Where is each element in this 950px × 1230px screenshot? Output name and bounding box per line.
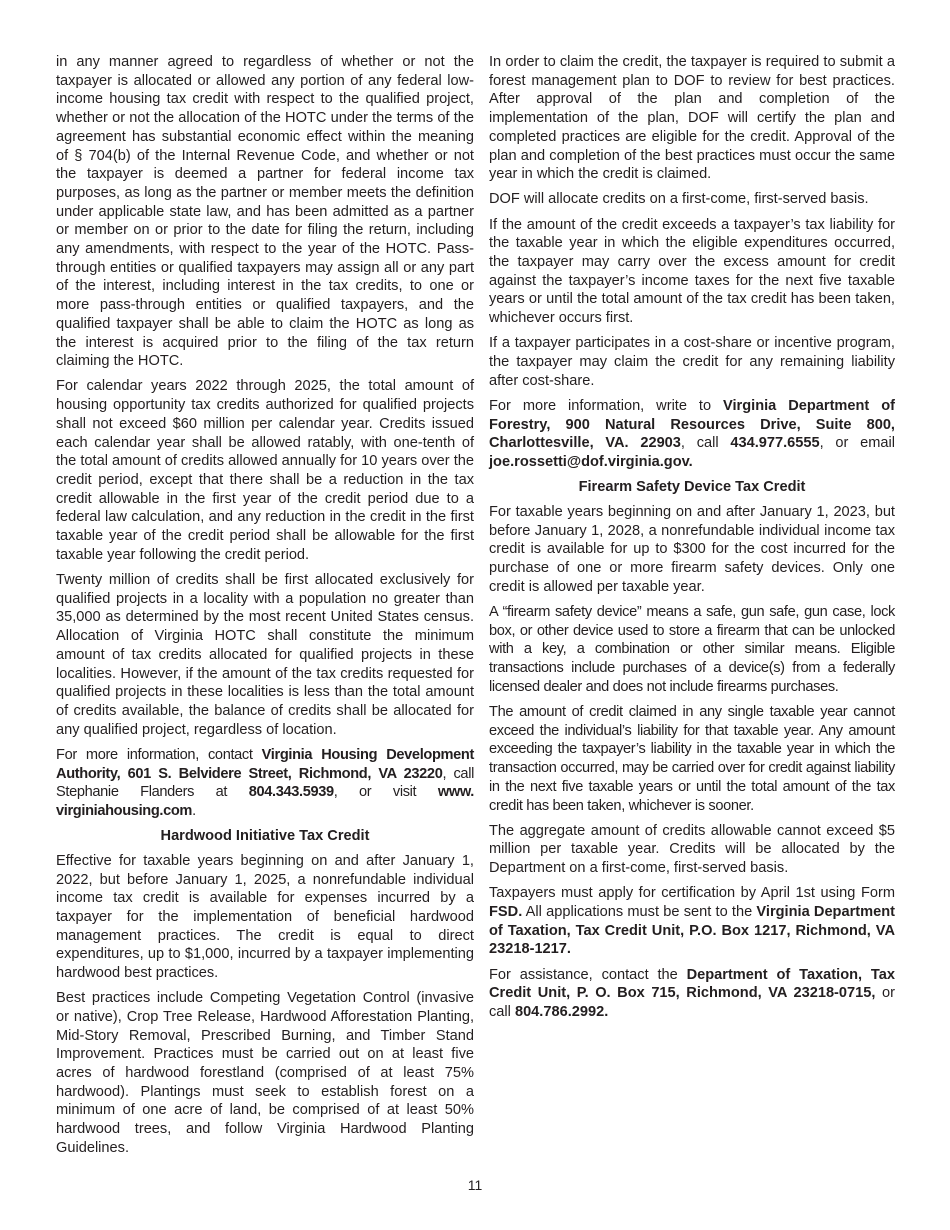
hotc-annual-limit-paragraph: For calendar years 2022 through 2025, the total amount of housing opportunity tax credits authorized for qualified projects shall not exceed $60 million per calendar year. Credits issued each calendar year shall be allowed ratably, with one-tenth of the total amount of credits allowed annually for 10 years over the credit period, except that there shall be a reduction in the tax credit allowable in the first year of the credit period due to a federal law calculation, and any reduction in the credit in the first taxable year of the credit period shall be allowable for the first taxable year following the credit period. <box>56 378 474 563</box>
firearm-section-heading: Firearm Safety Device Tax Credit <box>578 479 806 496</box>
firearm-assistance-paragraph <box>489 966 895 1022</box>
firearm-aggregate-limit-paragraph: The aggregate amount of credits allowable cannot exceed $5 million per taxable year. Credits will be allocated by the Department on a first-come, first-served basis. <box>489 822 895 877</box>
contact-text: , call <box>680 435 731 452</box>
dof-email: joe.rossetti@dof.virginia.gov. <box>489 454 693 471</box>
form-fsd: FSD. <box>489 904 523 921</box>
tax-credit-unit-address: Virginia Department of Taxation, Tax Credit Unit, P.O. Box 1217, Richmond, VA 23218-1217. <box>489 904 895 958</box>
dof-address: Virginia Department of Forestry, 900 Natural Resources Drive, Suite 800, Charlottesville, VA. 22903 <box>489 397 895 452</box>
hotc-contact-paragraph <box>56 746 474 821</box>
assistance-address: Department of Taxation, Tax Credit Unit, P. O. Box 715, Richmond, VA 23218-0715, <box>489 966 895 1002</box>
contact-text: , or email <box>819 435 895 452</box>
assistance-phone: 804.786.2992. <box>514 1004 609 1021</box>
hardwood-contact-paragraph <box>489 397 895 472</box>
left-column <box>56 53 474 1164</box>
firearm-application-paragraph <box>489 884 895 959</box>
vhda-website: www. virginiahousing.com <box>56 784 474 819</box>
application-text: All applications must be sent to the <box>522 904 757 921</box>
firearm-carryover-paragraph: The amount of credit claimed in any single taxable year cannot exceed the individual’s liability for that taxable year. Any amount exceeding the taxpayer’s liability in the taxable year in which the transaction occurred, may be carried over for credit against liability in the next five taxable years or until the total amount of the tax credit has been taken, whichever is sooner. <box>489 704 895 814</box>
application-text: Taxpayers must apply for certification by April 1st using Form <box>489 885 895 902</box>
hardwood-cost-share-paragraph: If a taxpayer participates in a cost-share or incentive program, the taxpayer may claim the credit for any remaining liability after cost-share. <box>489 335 895 389</box>
contact-text: , call Stephanie Flanders at <box>56 765 474 801</box>
firearm-eligibility-paragraph: For taxable years beginning on and after January 1, 2023, but before January 1, 2028, a nonrefundable individual income tax credit is available for up to $300 for the cost incurred for the purchase of one or more firearm safety devices. Only one credit is allowed per taxable year. <box>489 503 895 595</box>
firearm-device-definition-paragraph: A “firearm safety device” means a safe, gun safe, gun case, lock box, or other device used to store a firearm that can be unlocked with a key, a combination or other similar means. Eligible transactions include purchases of a device(s) from a federally licensed dealer and does not include firearms purchases. <box>489 603 895 695</box>
hardwood-best-practices-paragraph: Best practices include Competing Vegetation Control (invasive or native), Crop Tree Release, Hardwood Afforestation Planting, Mid-Story Removal, Prescribed Burning, and Timber Stand Improvement. Practices must be carried out on at least five acres of hardwood forestland (comprised of at least 75% hardwood). Plantings must seek to establish forest on a minimum of one acre of land, be comprised of at least 50% hardwood trees, and follow Virginia Hardwood Planting Guidelines. <box>56 990 474 1156</box>
hardwood-carryover-paragraph: If the amount of the credit exceeds a taxpayer’s tax liability for the taxable year in which the eligible expenditures occurred, the taxpayer may carry over the excess amount for credit against the taxpayer’s income taxes for the next five taxable years or until the total amount of the tax credit has been taken, whichever occurs first. <box>489 216 895 327</box>
hardwood-eligibility-paragraph: Effective for taxable years beginning on and after January 1, 2022, but before January 1, 2025, a nonrefundable individual income tax credit is available for expenses incurred by a taxpayer for the implementation of beneficial hardwood management practices. The credit is equal to direct expenditures, up to $1,000, incurred by a taxpayer implementing hardwood best practices. <box>56 852 474 982</box>
assistance-text: For assistance, contact the <box>489 966 687 983</box>
contact-text: , or visit <box>333 784 438 801</box>
contact-text: . <box>192 802 196 819</box>
vhda-address: Virginia Housing Development Authority, 601 S. Belvidere Street, Richmond, VA 23220 <box>56 746 474 782</box>
hotc-partnership-paragraph: in any manner agreed to regardless of whether or not the taxpayer is allocated or allowed any portion of any federal low-income housing tax credit with respect to the qualified project, whether or not the allocation of the HOTC under the terms of the agreement has substantial economic effect within the meaning of § 704(b) of the Internal Revenue Code, and whether or not the taxpayer is deemed a partner for federal income tax purposes, as long as the partner or member meets the definition under applicable state law, and has been admitted as a partner or member on or prior to the date for filing the return, including any amendments, with respect to the year of the HOTC. Pass-through entities or qualified taxpayers may assign all or any part of the interest, including interest in the tax credits, to one or more pass-through entities or qualified taxpayers, and the qualified taxpayer shall be able to claim the HOTC as long as the interest is acquired prior to the filing of the tax return claiming the HOTC. <box>56 54 474 370</box>
page-number: 11 <box>467 1177 483 1193</box>
hardwood-allocation-paragraph: DOF will allocate credits on a first-come, first-served basis. <box>489 191 869 208</box>
hardwood-claim-paragraph: In order to claim the credit, the taxpayer is required to submit a forest management plan to DOF to review for best practices. After approval of the plan and completion of the implementation of the plan, DOF will certify the plan and completed practices are eligible for the credit. Approval of the plan and completion of the best practices must occur the same year in which the credit is claimed. <box>489 54 895 183</box>
contact-text: For more information, contact <box>56 746 262 763</box>
hardwood-section-heading: Hardwood Initiative Tax Credit <box>160 828 370 845</box>
assistance-text: or call <box>489 985 895 1021</box>
hotc-locality-allocation-paragraph: Twenty million of credits shall be first allocated exclusively for qualified projects in a locality with a population no greater than 35,000 as determined by the most recent United States census. Allocation of Virginia HOTC shall constitute the minimum amount of tax credits allocated for qualified projects in these localities. However, if the amount of the tax credits requested for qualified projects in these localities is less than the total amount of credits available, the balance of credits shall be allocated for any qualified project, regardless of location. <box>56 571 474 738</box>
contact-text: For more information, write to <box>489 397 724 414</box>
dof-phone: 434.977.6555 <box>730 435 820 452</box>
right-column <box>489 53 895 1028</box>
vhda-phone: 804.343.5939 <box>248 784 334 801</box>
